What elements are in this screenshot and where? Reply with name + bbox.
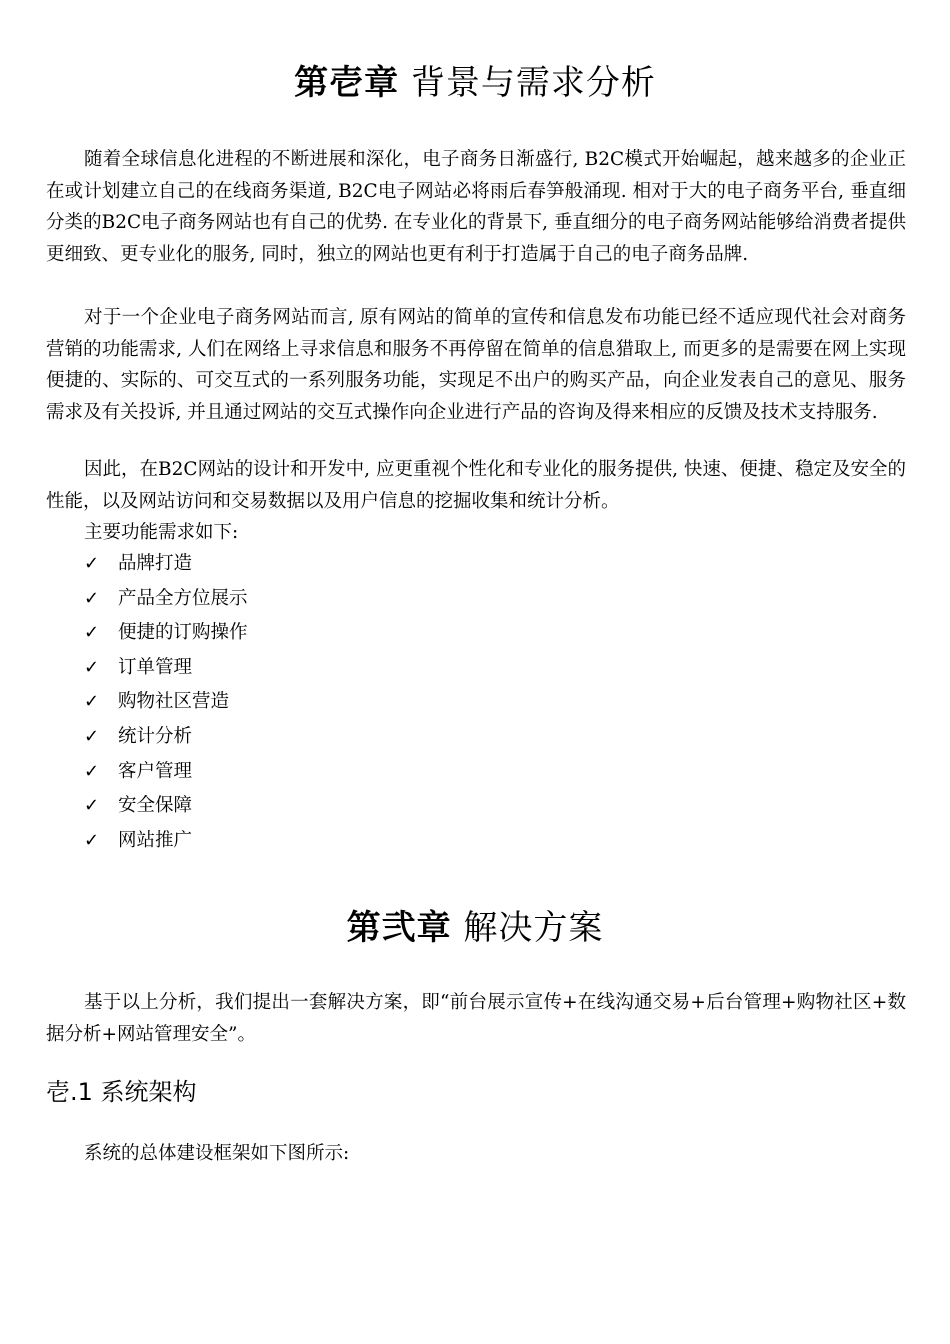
list-item-label: 网站推广	[118, 829, 193, 851]
check-icon: ✓	[84, 553, 100, 574]
section-title: 系统架构	[100, 1078, 197, 1106]
list-item	[84, 582, 248, 617]
chapter-2-paragraph: 基于以上分析，我们提出一套解决方案，即“前台展示宣传+在线沟通交易+后台管理+购物社区+数据分析+网站管理安全”。	[46, 992, 906, 1045]
chapter-1-paragraph-3: 因此，在B2C网站的设计和开发中, 应更重视个性化和专业化的服务提供, 快速、便捷、稳定及安全的性能，以及网站访问和交易数据以及用户信息的挖掘收集和统计分析。	[46, 459, 906, 512]
list-item	[84, 685, 248, 720]
requirements-intro: 主要功能需求如下:	[84, 522, 239, 543]
check-icon: ✓	[84, 760, 100, 782]
section-number: 壱.1	[46, 1078, 93, 1106]
check-icon: ✓	[84, 656, 100, 678]
chapter-2-title	[0, 908, 950, 948]
list-item	[84, 616, 248, 651]
list-item	[84, 651, 248, 686]
check-icon: ✓	[84, 725, 100, 747]
check-icon: ✓	[84, 691, 100, 713]
chapter-2-number: 第弐章	[346, 908, 452, 948]
list-item-label: 安全保障	[118, 795, 193, 817]
chapter-1-number: 第壱章	[294, 63, 400, 103]
chapter-1-paragraph-2: 对于一个企业电子商务网站而言, 原有网站的简单的宣传和信息发布功能已经不适应现代社会对商务营销的功能需求, 人们在网络上寻求信息和服务不再停留在简单的信息猎取上, 而更多的是需要在网上实现便捷的、实际的、可交互式的一系列服务功能，实现足不出户的购买产品，向企业发表自己的意见、服务需求及有关投诉, 并且通过网站的交互式操作向企业进行产品的咨询及得来相应的反馈及技术支持服务.	[46, 307, 906, 423]
chapter-2-heading: 解决方案	[463, 908, 604, 948]
list-item-label: 产品全方位展示	[118, 587, 248, 609]
list-item	[84, 547, 248, 582]
list-item-label: 购物社区营造	[118, 691, 230, 713]
list-item-label: 客户管理	[118, 760, 193, 782]
list-item-label: 统计分析	[118, 725, 193, 747]
check-icon: ✓	[84, 587, 100, 609]
chapter-1-heading: 背景与需求分析	[410, 63, 656, 103]
check-icon: ✓	[84, 829, 100, 851]
list-item	[84, 755, 248, 790]
list-item	[84, 789, 248, 824]
list-item	[84, 720, 248, 755]
section-text: 系统的总体建设框架如下图所示:	[84, 1143, 350, 1164]
requirements-list	[84, 547, 248, 858]
chapter-1-paragraph-1: 随着全球信息化进程的不断进展和深化，电子商务日渐盛行, B2C模式开始崛起，越来越多的企业正在或计划建立自己的在线商务渠道, B2C电子网站必将雨后春笋般涌现. 相对于大的电子商务平台, 垂直细分类的B2C电子商务网站也有自己的优势. 在专业化的背景下, 垂直细分的电子商务网站能够给消费者提供更细致、更专业化的服务, 同时，独立的网站也更有利于打造属于自己的电子商务品牌.	[46, 149, 906, 265]
list-item	[84, 824, 248, 859]
section-heading	[46, 1077, 197, 1107]
check-icon: ✓	[84, 622, 100, 644]
chapter-1-title	[0, 63, 950, 103]
list-item-label: 订单管理	[118, 656, 193, 678]
list-item-label: 品牌打造	[118, 553, 193, 574]
list-item-label: 便捷的订购操作	[118, 622, 248, 644]
check-icon: ✓	[84, 795, 100, 817]
